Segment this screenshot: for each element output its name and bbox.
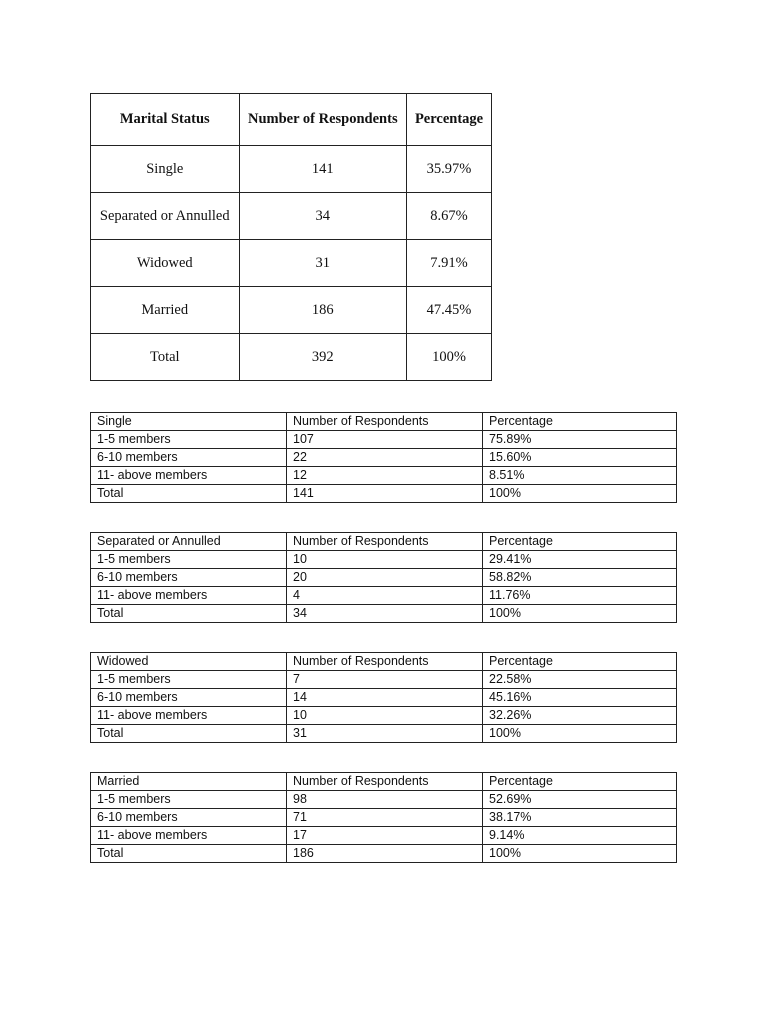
table-row <box>91 671 677 689</box>
cell-percentage: 100% <box>407 334 492 381</box>
cell-household-size: 11- above members <box>91 707 287 725</box>
table-row <box>91 431 677 449</box>
table-row <box>91 146 492 193</box>
separated-breakdown-table <box>90 532 677 623</box>
cell-count: 31 <box>239 240 407 287</box>
cell-percentage: 52.69% <box>483 791 677 809</box>
cell-household-size: 6-10 members <box>91 449 287 467</box>
table-row <box>91 551 677 569</box>
cell-percentage: 45.16% <box>483 689 677 707</box>
table-row <box>91 587 677 605</box>
single-breakdown-table <box>90 412 677 503</box>
table-total-row <box>91 605 677 623</box>
cell-percentage: 100% <box>483 845 677 863</box>
cell-count: 141 <box>239 146 407 193</box>
cell-count: 17 <box>287 827 483 845</box>
cell-percentage: 47.45% <box>407 287 492 334</box>
cell-household-size: 1-5 members <box>91 551 287 569</box>
cell-percentage: 11.76% <box>483 587 677 605</box>
table-row <box>91 707 677 725</box>
cell-household-size: 6-10 members <box>91 809 287 827</box>
cell-count: 141 <box>287 485 483 503</box>
table-header-row <box>91 533 677 551</box>
cell-household-size: Total <box>91 725 287 743</box>
cell-percentage: 22.58% <box>483 671 677 689</box>
cell-percentage-header: Percentage <box>483 413 677 431</box>
cell-percentage: 29.41% <box>483 551 677 569</box>
cell-percentage: 35.97% <box>407 146 492 193</box>
cell-household-size: Total <box>91 845 287 863</box>
cell-category-header: Single <box>91 413 287 431</box>
cell-household-size: Total <box>91 605 287 623</box>
cell-percentage: 58.82% <box>483 569 677 587</box>
cell-status: Married <box>91 287 240 334</box>
table-row <box>91 467 677 485</box>
table-row <box>91 449 677 467</box>
cell-count: 34 <box>287 605 483 623</box>
cell-household-size: Total <box>91 485 287 503</box>
cell-household-size: 11- above members <box>91 467 287 485</box>
cell-count: 31 <box>287 725 483 743</box>
table-row <box>91 809 677 827</box>
table-header-row <box>91 94 492 146</box>
cell-percentage: 100% <box>483 485 677 503</box>
table-row <box>91 689 677 707</box>
cell-count-header: Number of Respondents <box>287 413 483 431</box>
table-header-row <box>91 773 677 791</box>
column-header-percentage: Percentage <box>407 94 492 146</box>
cell-status: Widowed <box>91 240 240 287</box>
table-row <box>91 791 677 809</box>
table-header-row <box>91 653 677 671</box>
cell-percentage-header: Percentage <box>483 773 677 791</box>
table-total-row <box>91 725 677 743</box>
cell-percentage: 8.51% <box>483 467 677 485</box>
cell-count: 107 <box>287 431 483 449</box>
table-header-row <box>91 413 677 431</box>
cell-percentage-header: Percentage <box>483 653 677 671</box>
cell-percentage: 7.91% <box>407 240 492 287</box>
cell-count: 186 <box>239 287 407 334</box>
cell-count: 12 <box>287 467 483 485</box>
cell-status: Total <box>91 334 240 381</box>
cell-percentage: 75.89% <box>483 431 677 449</box>
cell-percentage: 38.17% <box>483 809 677 827</box>
cell-count-header: Number of Respondents <box>287 533 483 551</box>
cell-count: 98 <box>287 791 483 809</box>
cell-household-size: 1-5 members <box>91 791 287 809</box>
table-row <box>91 287 492 334</box>
cell-household-size: 11- above members <box>91 587 287 605</box>
cell-count: 20 <box>287 569 483 587</box>
cell-count: 71 <box>287 809 483 827</box>
column-header-number-of-respondents: Number of Respondents <box>239 94 407 146</box>
column-header-marital-status: Marital Status <box>91 94 240 146</box>
cell-count: 10 <box>287 551 483 569</box>
cell-percentage: 100% <box>483 725 677 743</box>
table-row <box>91 827 677 845</box>
table-row <box>91 193 492 240</box>
cell-percentage: 100% <box>483 605 677 623</box>
cell-percentage: 15.60% <box>483 449 677 467</box>
widowed-breakdown-table <box>90 652 677 743</box>
cell-count-header: Number of Respondents <box>287 653 483 671</box>
cell-count: 10 <box>287 707 483 725</box>
cell-status: Separated or Annulled <box>91 193 240 240</box>
cell-household-size: 6-10 members <box>91 569 287 587</box>
cell-percentage: 8.67% <box>407 193 492 240</box>
cell-category-header: Married <box>91 773 287 791</box>
cell-count-header: Number of Respondents <box>287 773 483 791</box>
table-total-row <box>91 485 677 503</box>
table-row <box>91 240 492 287</box>
cell-category-header: Widowed <box>91 653 287 671</box>
marital-status-table <box>90 93 492 381</box>
table-total-row <box>91 334 492 381</box>
married-breakdown-table <box>90 772 677 863</box>
cell-count: 392 <box>239 334 407 381</box>
cell-category-header: Separated or Annulled <box>91 533 287 551</box>
cell-household-size: 11- above members <box>91 827 287 845</box>
cell-count: 186 <box>287 845 483 863</box>
table-row <box>91 569 677 587</box>
cell-percentage: 32.26% <box>483 707 677 725</box>
cell-count: 14 <box>287 689 483 707</box>
cell-count: 4 <box>287 587 483 605</box>
cell-count: 34 <box>239 193 407 240</box>
cell-count: 22 <box>287 449 483 467</box>
cell-status: Single <box>91 146 240 193</box>
cell-household-size: 1-5 members <box>91 431 287 449</box>
cell-household-size: 1-5 members <box>91 671 287 689</box>
cell-count: 7 <box>287 671 483 689</box>
cell-percentage: 9.14% <box>483 827 677 845</box>
cell-household-size: 6-10 members <box>91 689 287 707</box>
cell-percentage-header: Percentage <box>483 533 677 551</box>
table-total-row <box>91 845 677 863</box>
